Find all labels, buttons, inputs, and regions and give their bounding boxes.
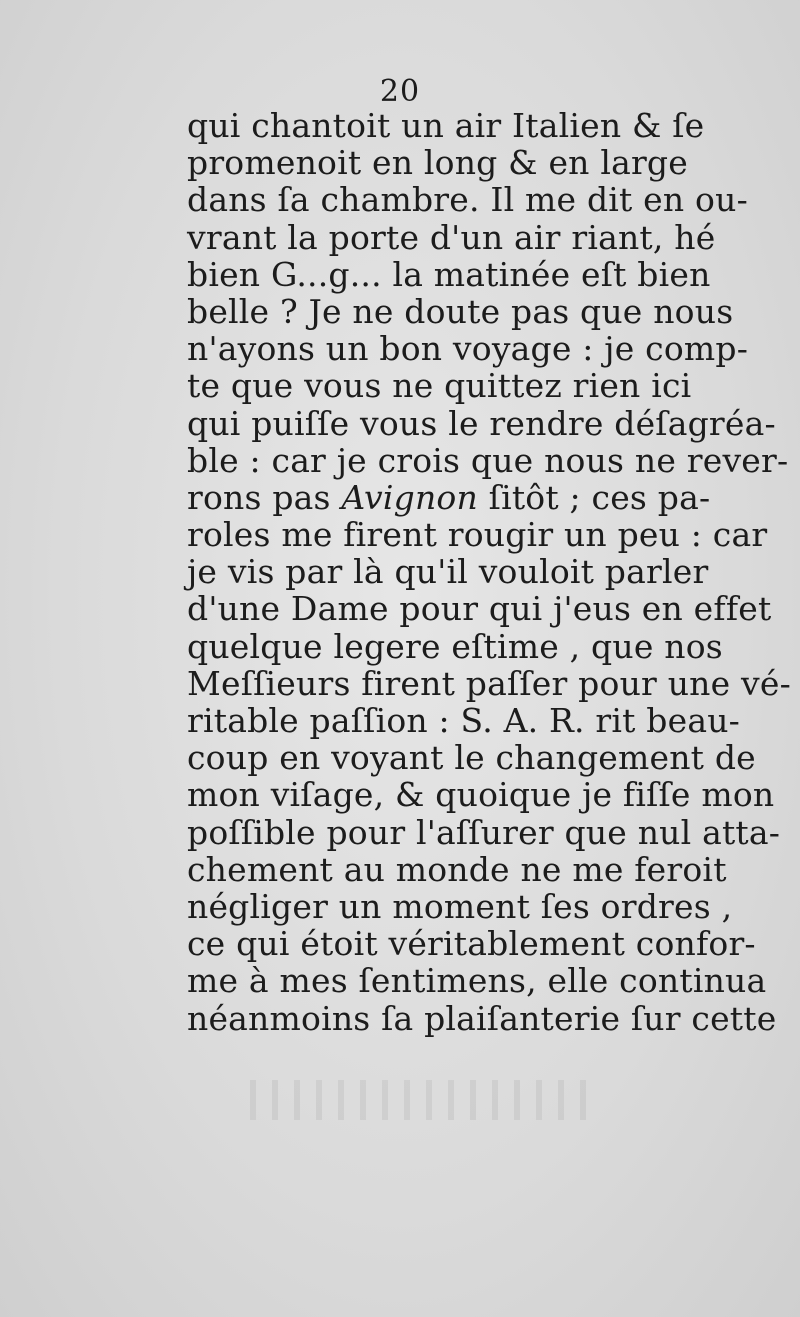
text-line: vrant la porte d'un air riant, hé	[187, 217, 716, 257]
body-text	[187, 106, 791, 1038]
text-line: bien G...g... la matinée eſt bien	[187, 254, 711, 294]
text-line: qui chantoit un air Italien & ſe	[187, 106, 705, 145]
text-segment: ſitôt ; ces pa-	[488, 477, 711, 517]
text-line: d'une Dame pour qui j'eus en effet	[187, 589, 772, 629]
text-line: néanmoins ſa plaiſanterie ſur cette	[187, 998, 777, 1038]
text-line-with-italic	[187, 477, 711, 517]
show-through-bleed	[250, 1080, 590, 1120]
text-line: négliger un moment ſes ordres ,	[187, 886, 733, 926]
text-line: chement au monde ne me feroit	[187, 849, 727, 889]
text-segment: rons pas	[187, 477, 331, 517]
text-line: Meſſieurs firent paſſer pour une vé-	[187, 663, 791, 703]
text-line: promenoit en long & en large	[187, 143, 688, 183]
text-line: dans ſa chambre. Il me dit en ou-	[187, 180, 748, 220]
text-line: quelque legere eſtime , que nos	[187, 626, 723, 666]
place-name-italic: Avignon	[341, 477, 478, 517]
text-line: coup en voyant le changement de	[187, 738, 756, 778]
text-line: belle ? Je ne doute pas que nous	[187, 291, 734, 331]
text-line: ble : car je crois que nous ne rever-	[187, 440, 789, 480]
text-line: ce qui étoit véritablement confor-	[187, 924, 756, 964]
text-line: poſſible pour l'aſſurer que nul atta-	[187, 812, 781, 852]
text-line: mon viſage, & quoique je fiſſe mon	[187, 775, 775, 815]
text-line: qui puiſſe vous le rendre déſagréa-	[187, 403, 776, 443]
text-line: ritable paſſion : S. A. R. rit beau-	[187, 701, 741, 740]
text-line: je vis par là qu'il vouloit parler	[187, 552, 709, 592]
text-line: te que vous ne quittez rien ici	[187, 366, 692, 406]
text-line: n'ayons un bon voyage : je comp-	[187, 329, 749, 369]
text-line: me à mes ſentimens, elle continua	[187, 961, 767, 1001]
text-line: roles me firent rougir un peu : car	[187, 515, 768, 555]
page-number: 20	[379, 74, 421, 109]
